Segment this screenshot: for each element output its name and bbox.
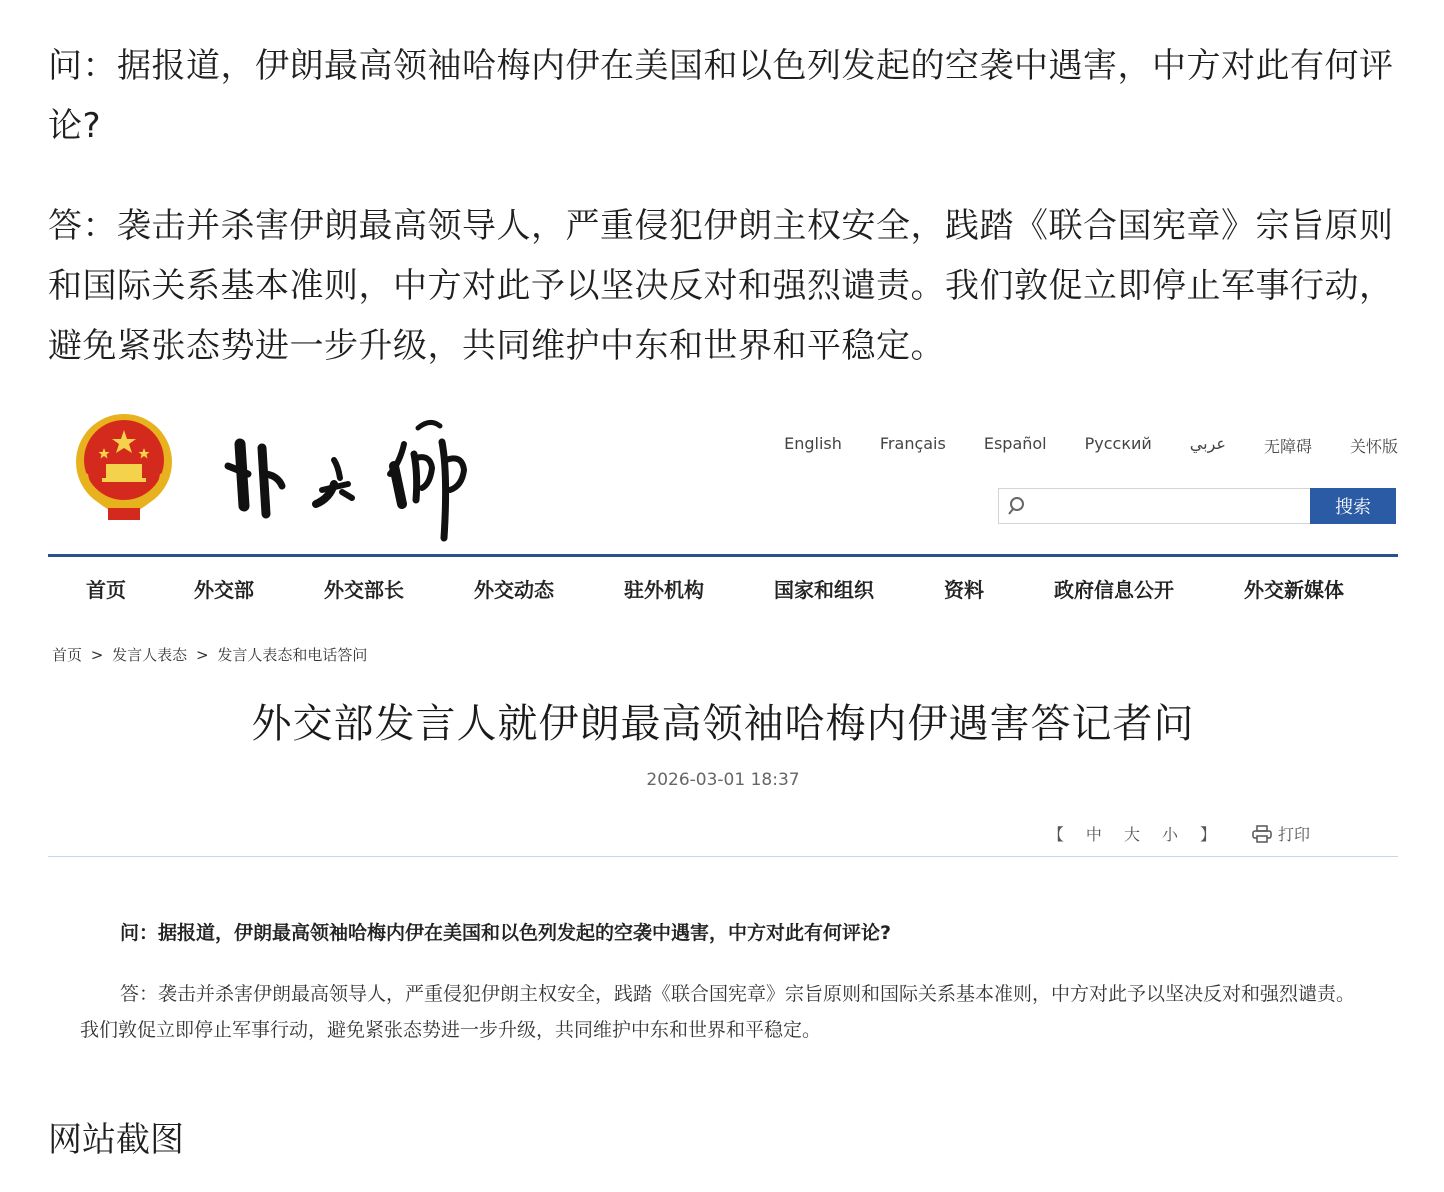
site-logo-calligraphy	[218, 414, 488, 544]
lang-russian-link[interactable]: Русский	[1084, 434, 1152, 453]
breadcrumb-statements-link[interactable]: 发言人表态	[112, 646, 188, 664]
website-screenshot	[48, 400, 1398, 1080]
publish-date: 2026-03-01 18:37	[646, 770, 800, 790]
search-button[interactable]: 搜索	[1310, 488, 1396, 524]
bracket-close: 】	[1199, 825, 1216, 844]
font-size-medium-button[interactable]: 中	[1085, 825, 1102, 844]
bracket-open: 【	[1047, 825, 1064, 844]
content-question: 问：据报道，伊朗最高领袖哈梅内伊在美国和以色列发起的空袭中遇害，中方对此有何评论?	[120, 922, 892, 944]
article-question: 问：据报道，伊朗最高领袖哈梅内伊在美国和以色列发起的空袭中遇害，中方对此有何评论?	[48, 46, 1394, 146]
nav-item-countries[interactable]: 国家和组织	[774, 578, 874, 602]
lang-french-link[interactable]: Français	[879, 434, 946, 453]
lang-english-link[interactable]: English	[784, 434, 842, 453]
nav-divider	[48, 554, 1398, 557]
print-button[interactable]	[1252, 822, 1310, 845]
search-input[interactable]	[998, 488, 1311, 524]
nav-item-minister[interactable]: 外交部长	[324, 578, 404, 602]
breadcrumb-separator: >	[195, 646, 209, 664]
font-size-small-button[interactable]: 小	[1161, 825, 1178, 844]
lang-spanish-link[interactable]: Español	[983, 434, 1047, 453]
search-icon	[1005, 495, 1027, 517]
font-size-controls	[1048, 822, 1216, 845]
accessibility-link[interactable]: 无障碍	[1263, 437, 1312, 456]
breadcrumb-home-link[interactable]: 首页	[52, 646, 83, 664]
language-bar	[746, 434, 1398, 457]
content-divider	[48, 856, 1398, 857]
nav-item-home[interactable]: 首页	[86, 578, 126, 602]
nav-item-missions[interactable]: 驻外机构	[624, 578, 704, 602]
nav-item-ministry[interactable]: 外交部	[194, 578, 254, 602]
care-version-link[interactable]: 关怀版	[1349, 437, 1398, 456]
image-caption: 网站截图	[48, 1120, 184, 1160]
nav-item-disclosure[interactable]: 政府信息公开	[1054, 578, 1174, 602]
nav-item-resources[interactable]: 资料	[944, 578, 984, 602]
content-answer: 答：袭击并杀害伊朗最高领导人，严重侵犯伊朗主权安全，践踏《联合国宪章》宗旨原则和国际关系基本准则，中方对此予以坚决反对和强烈谴责。我们敦促立即停止军事行动，避免紧张态势进一步升级，共同维护中东和世界和平稳定。	[80, 983, 1356, 1041]
page-title: 外交部发言人就伊朗最高领袖哈梅内伊遇害答记者问	[251, 701, 1195, 747]
font-size-large-button[interactable]: 大	[1123, 825, 1140, 844]
national-emblem-icon	[72, 412, 176, 524]
page-tools	[1048, 822, 1310, 845]
nav-item-new-media[interactable]: 外交新媒体	[1244, 578, 1344, 602]
breadcrumb-separator: >	[90, 646, 104, 664]
article-answer: 答：袭击并杀害伊朗最高领导人，严重侵犯伊朗主权安全，践踏《联合国宪章》宗旨原则和国际关系基本准则，中方对此予以坚决反对和强烈谴责。我们敦促立即停止军事行动，避免紧张态势进一步升级，共同维护中东和世界和平稳定。	[48, 206, 1394, 366]
breadcrumb-current-link[interactable]: 发言人表态和电话答问	[217, 646, 368, 664]
printer-icon	[1252, 825, 1272, 843]
print-label: 打印	[1277, 825, 1310, 844]
main-nav	[48, 560, 1398, 616]
nav-item-news[interactable]: 外交动态	[474, 578, 554, 602]
breadcrumb	[52, 644, 371, 665]
lang-arabic-link[interactable]: عربي	[1189, 434, 1226, 453]
